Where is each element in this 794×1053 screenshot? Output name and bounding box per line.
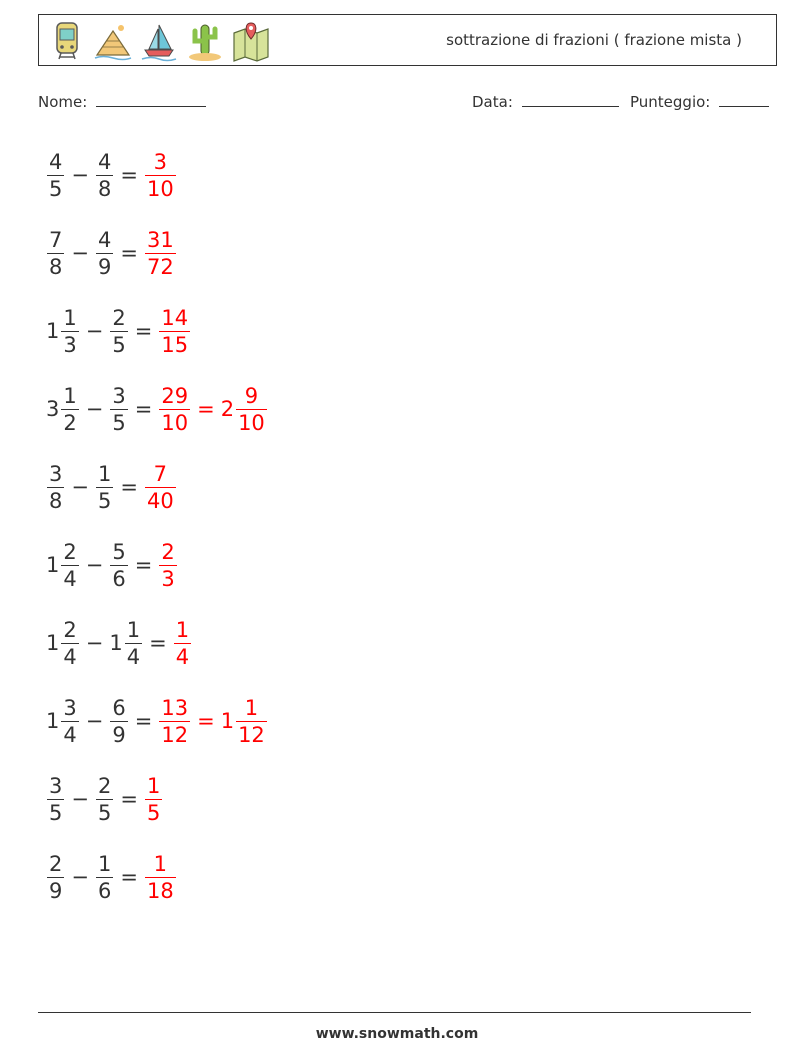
answer-denominator: 40 (146, 488, 174, 513)
subtrahend-denominator: 5 (112, 410, 126, 435)
answer-mixed-fraction (236, 383, 267, 436)
subtrahend-fraction (110, 383, 127, 436)
problem-row (46, 608, 192, 678)
minus-sign: − (85, 397, 104, 421)
answer-denominator: 3 (161, 566, 175, 591)
equals-sign: = (134, 709, 153, 733)
answer-numerator: 3 (153, 149, 168, 174)
date-label: Data: (472, 93, 513, 111)
answer-numerator: 1 (146, 773, 161, 798)
minuend-denominator: 2 (63, 410, 77, 435)
answer-mixed-numerator: 1 (244, 695, 259, 720)
minuend-whole: 1 (46, 709, 60, 733)
subtrahend-denominator: 5 (97, 800, 112, 825)
answer-fraction (174, 617, 191, 670)
minus-sign: − (85, 319, 104, 343)
minuend-denominator: 4 (63, 644, 77, 669)
answer (173, 617, 192, 670)
minus-sign: − (85, 553, 104, 577)
subtrahend-fraction (110, 305, 127, 358)
tram-icon (47, 19, 87, 63)
subtrahend-numerator: 3 (112, 383, 126, 408)
subtrahend-fraction (96, 851, 113, 904)
sailboat-icon (139, 19, 179, 63)
answer (158, 695, 191, 748)
minuend-fraction (47, 773, 64, 826)
minus-sign: − (71, 865, 89, 889)
minuend (46, 851, 65, 904)
answer-fraction (159, 539, 176, 592)
subtrahend-fraction (96, 227, 113, 280)
subtrahend-fraction (110, 539, 127, 592)
equals-sign: = (120, 865, 138, 889)
answer-numerator: 14 (161, 305, 189, 330)
answer-fraction (145, 461, 176, 514)
minuend-denominator: 8 (49, 488, 63, 513)
subtrahend (95, 149, 114, 202)
answer-mixed (221, 695, 268, 748)
subtrahend (95, 851, 114, 904)
minuend (46, 149, 65, 202)
subtrahend (109, 695, 128, 748)
subtrahend-numerator: 1 (97, 851, 112, 876)
minuend-whole: 3 (46, 397, 60, 421)
answer-fraction (145, 227, 176, 280)
answer-denominator: 15 (161, 332, 189, 357)
answer-denominator: 10 (161, 410, 189, 435)
equals-sign: = (149, 631, 167, 655)
footer-divider (38, 1012, 751, 1013)
answer-equals-sign: = (197, 397, 215, 421)
subtrahend-denominator: 8 (97, 176, 112, 201)
header-icons (47, 19, 271, 63)
minuend-numerator: 2 (49, 851, 63, 876)
equals-sign: = (120, 241, 138, 265)
problem-row (46, 686, 268, 756)
minuend-numerator: 1 (63, 383, 77, 408)
answer-fraction (145, 851, 176, 904)
date-field[interactable] (472, 92, 619, 111)
minus-sign: − (71, 475, 89, 499)
minuend (46, 461, 65, 514)
answer (144, 851, 177, 904)
minus-sign: − (85, 631, 104, 655)
pyramid-icon (93, 19, 133, 63)
subtrahend-denominator: 6 (112, 566, 126, 591)
subtrahend (109, 617, 143, 670)
answer (158, 539, 177, 592)
worksheet-header (38, 14, 777, 66)
equals-sign: = (134, 319, 153, 343)
answer-denominator: 5 (146, 800, 161, 825)
subtrahend-denominator: 5 (97, 488, 112, 513)
answer-numerator: 2 (161, 539, 175, 564)
answer (158, 305, 191, 358)
subtrahend-numerator: 4 (97, 149, 112, 174)
score-label: Punteggio: (630, 93, 711, 111)
answer-denominator: 4 (175, 644, 190, 669)
subtrahend-numerator: 4 (97, 227, 112, 252)
answer-denominator: 72 (146, 254, 174, 279)
answer-numerator: 29 (161, 383, 189, 408)
equals-sign: = (120, 163, 138, 187)
problem-row (46, 452, 177, 522)
minuend (46, 695, 80, 748)
answer-mixed-numerator: 9 (244, 383, 259, 408)
problem-row (46, 218, 177, 288)
subtrahend-denominator: 5 (112, 332, 126, 357)
minuend (46, 617, 80, 670)
answer (144, 149, 177, 202)
subtrahend-denominator: 4 (126, 644, 141, 669)
equals-sign: = (120, 787, 138, 811)
answer-numerator: 1 (175, 617, 190, 642)
answer (144, 773, 163, 826)
subtrahend (95, 227, 114, 280)
minus-sign: − (71, 241, 89, 265)
footer-url: www.snowmath.com (315, 1026, 479, 1042)
map-icon (231, 19, 271, 63)
answer-denominator: 18 (146, 878, 174, 903)
answer-mixed-denominator: 10 (238, 410, 265, 435)
minus-sign: − (71, 787, 89, 811)
score-line[interactable] (719, 92, 769, 107)
equals-sign: = (134, 397, 153, 421)
subtrahend-fraction (125, 617, 142, 670)
answer-fraction (159, 305, 190, 358)
answer (158, 383, 191, 436)
problem-row (46, 140, 177, 210)
answer-equals-sign: = (197, 709, 215, 733)
minuend-whole: 1 (46, 631, 60, 655)
subtrahend-numerator: 2 (112, 305, 126, 330)
name-field[interactable] (38, 92, 206, 111)
score-field[interactable] (630, 92, 769, 111)
minus-sign: − (71, 163, 89, 187)
minuend-whole: 1 (46, 553, 60, 577)
minuend-numerator: 3 (63, 695, 77, 720)
minuend-numerator: 3 (49, 773, 63, 798)
worksheet-title: sottrazione di frazioni ( frazione mista ) (446, 31, 742, 49)
minuend-denominator: 5 (49, 800, 63, 825)
minuend-denominator: 4 (63, 566, 77, 591)
answer-fraction (159, 695, 190, 748)
cactus-icon (185, 19, 225, 63)
subtrahend (95, 773, 114, 826)
equals-sign: = (134, 553, 153, 577)
minuend-numerator: 4 (49, 149, 63, 174)
answer-mixed-whole: 1 (220, 709, 235, 733)
name-line[interactable] (96, 92, 206, 107)
subtrahend-numerator: 5 (112, 539, 126, 564)
minuend-numerator: 7 (49, 227, 63, 252)
minuend-numerator: 2 (63, 617, 77, 642)
subtrahend-fraction (96, 149, 113, 202)
answer (144, 227, 177, 280)
answer-fraction (159, 383, 190, 436)
subtrahend-numerator: 1 (97, 461, 112, 486)
answer-mixed-whole: 2 (220, 397, 235, 421)
minuend-numerator: 2 (63, 539, 77, 564)
subtrahend-fraction (96, 773, 113, 826)
answer-fraction (145, 149, 176, 202)
answer (144, 461, 177, 514)
minuend (46, 383, 80, 436)
minuend-fraction (47, 461, 64, 514)
subtrahend-denominator: 9 (112, 722, 126, 747)
subtrahend-whole: 1 (109, 631, 123, 655)
subtrahend (109, 305, 128, 358)
minuend (46, 305, 80, 358)
name-label: Nome: (38, 93, 88, 111)
minuend-fraction (61, 305, 78, 358)
minuend-denominator: 4 (63, 722, 77, 747)
minuend (46, 539, 80, 592)
problem-row (46, 764, 163, 834)
minuend-fraction (47, 851, 64, 904)
subtrahend-numerator: 2 (97, 773, 112, 798)
minuend-denominator: 8 (49, 254, 63, 279)
minus-sign: − (85, 709, 104, 733)
minuend-numerator: 1 (63, 305, 77, 330)
subtrahend-numerator: 6 (112, 695, 126, 720)
problem-row (46, 374, 268, 444)
minuend (46, 227, 65, 280)
subtrahend (95, 461, 114, 514)
answer-numerator: 1 (153, 851, 168, 876)
minuend-denominator: 9 (49, 878, 63, 903)
subtrahend-fraction (96, 461, 113, 514)
minuend-denominator: 3 (63, 332, 77, 357)
minuend-fraction (47, 227, 64, 280)
answer-mixed-denominator: 12 (238, 722, 265, 747)
minuend (46, 773, 65, 826)
answer-numerator: 13 (161, 695, 189, 720)
answer-fraction (145, 773, 162, 826)
problem-row (46, 296, 191, 366)
equals-sign: = (120, 475, 138, 499)
subtrahend-denominator: 6 (97, 878, 112, 903)
minuend-whole: 1 (46, 319, 60, 343)
answer-denominator: 10 (146, 176, 174, 201)
subtrahend-denominator: 9 (97, 254, 112, 279)
minuend-fraction (61, 539, 78, 592)
minuend-fraction (61, 617, 78, 670)
answer-mixed (221, 383, 268, 436)
problem-row (46, 842, 177, 912)
subtrahend (109, 539, 128, 592)
minuend-numerator: 3 (49, 461, 63, 486)
subtrahend (109, 383, 128, 436)
problem-row (46, 530, 178, 600)
answer-numerator: 31 (146, 227, 174, 252)
date-line[interactable] (522, 92, 619, 107)
answer-denominator: 12 (161, 722, 189, 747)
minuend-fraction (47, 149, 64, 202)
subtrahend-fraction (110, 695, 127, 748)
subtrahend-numerator: 1 (126, 617, 141, 642)
answer-numerator: 7 (153, 461, 168, 486)
answer-mixed-fraction (236, 695, 267, 748)
minuend-fraction (61, 695, 78, 748)
minuend-denominator: 5 (49, 176, 63, 201)
minuend-fraction (61, 383, 78, 436)
